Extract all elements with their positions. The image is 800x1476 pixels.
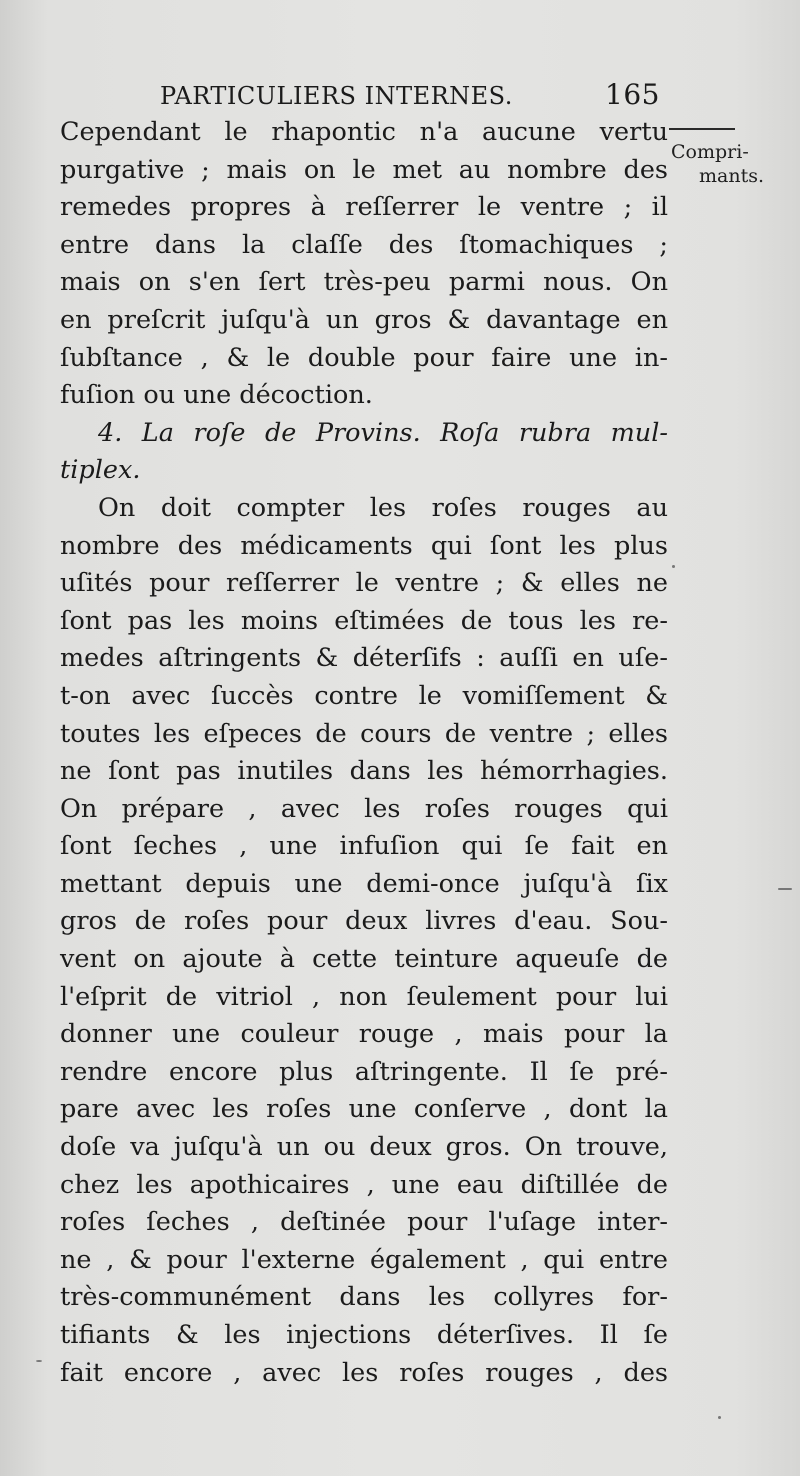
marginal-note-line-2: mants. <box>699 165 765 187</box>
section-heading-line: 4. La roſe de Provins. Roſa rubra mul- <box>98 417 668 448</box>
text-line: toutes les eſpeces de cours de ventre ; elles <box>60 718 668 749</box>
body-text <box>60 114 668 1392</box>
text-line: On doit compter les roſes rouges au <box>98 492 668 523</box>
text-line: mais on s'en ſert très-peu parmi nous. On <box>60 267 668 298</box>
text-line: Cependant le rhapontic n'a aucune vertu <box>60 117 668 147</box>
text-line: pare avec les roſes une conſerve , dont la <box>60 1094 668 1125</box>
text-line: tifiants & les injections déterſives. Il ſe <box>60 1320 668 1350</box>
marginal-note <box>671 140 771 188</box>
paper-speck <box>672 565 675 568</box>
text-line: ne , & pour l'externe également , qui entre <box>60 1244 668 1275</box>
marginal-rule <box>669 128 735 130</box>
text-line: On prépare , avec les roſes rouges qui <box>60 793 668 824</box>
text-line: t-on avec ſuccès contre le vomiſſement & <box>60 680 668 711</box>
text-line: remedes propres à reſſerrer le ventre ; il <box>60 192 668 223</box>
text-line: doſe va juſqu'à un ou deux gros. On trouve, <box>60 1132 668 1163</box>
section-heading-line: tiplex. <box>60 455 141 486</box>
text-line: fait encore , avec les roſes rouges , des <box>60 1357 668 1388</box>
text-line: ſont pas les moins eſtimées de tous les re- <box>60 605 668 636</box>
page-number: 165 <box>605 78 660 111</box>
paper-speck <box>778 888 792 890</box>
text-line: très-communément dans les collyres for- <box>60 1282 668 1313</box>
text-line: ne ſont pas inutiles dans les hémorrhagies. <box>60 756 668 787</box>
text-line: purgative ; mais on le met au nombre des <box>60 154 668 185</box>
text-line: en preſcrit juſqu'à un gros & davantage en <box>60 304 668 335</box>
text-line: chez les apothicaires , une eau diſtillée de <box>60 1169 668 1200</box>
text-line: donner une couleur rouge , mais pour la <box>60 1019 668 1050</box>
text-line: medes aſtringents & déterſifs : auſſi en uſe- <box>60 643 668 674</box>
text-line: gros de roſes pour deux livres d'eau. Sou- <box>60 906 668 937</box>
running-title: PARTICULIERS INTERNES. <box>160 82 513 110</box>
text-line: roſes ſeches , deſtinée pour l'uſage inter- <box>60 1207 668 1238</box>
text-line: ſont ſeches , une infuſion qui ſe fait en <box>60 831 668 862</box>
paper-speck <box>718 1416 721 1419</box>
text-line: fuſion ou une décoction. <box>60 380 373 411</box>
text-line: mettant depuis une demi-once juſqu'à ſix <box>60 868 668 899</box>
text-line: uſités pour reſſerrer le ventre ; & elles ne <box>60 568 668 599</box>
text-line: rendre encore plus aſtringente. Il ſe pré- <box>60 1056 668 1087</box>
text-line: vent on ajoute à cette teinture aqueuſe de <box>60 944 668 975</box>
marginal-note-line-1: Compri- <box>671 141 749 163</box>
paper-speck <box>36 1360 42 1362</box>
text-line: nombre des médicaments qui ſont les plus <box>60 530 668 561</box>
text-line: entre dans la claſſe des ſtomachiques ; <box>60 229 668 260</box>
text-line: ſubſtance , & le double pour faire une in- <box>60 342 668 373</box>
text-line: l'eſprit de vitriol , non ſeulement pour lui <box>60 981 668 1012</box>
